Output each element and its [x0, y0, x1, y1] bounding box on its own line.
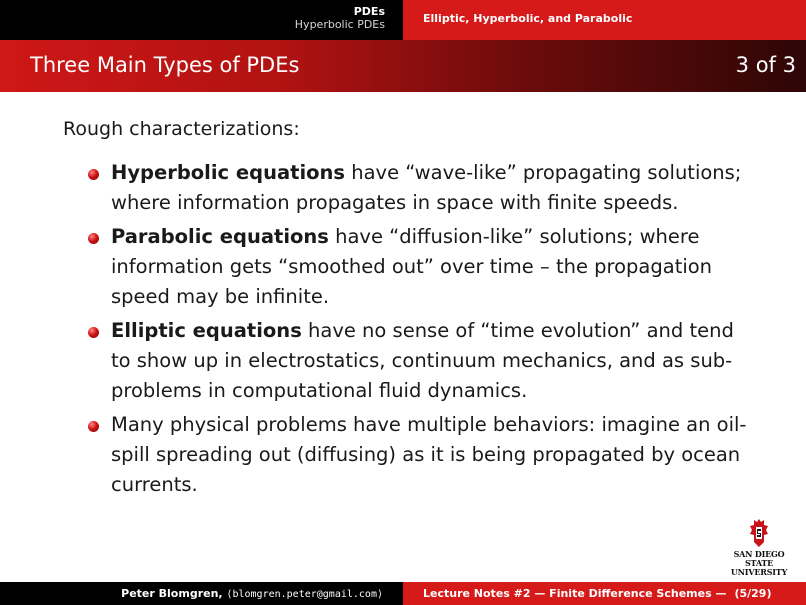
bullet-list: [88, 158, 748, 504]
footer-author: Peter Blomgren,: [121, 587, 223, 600]
list-item: [88, 158, 748, 218]
bullet-icon: [88, 327, 99, 338]
footer-lecture-title: Lecture Notes #2 — Finite Difference Schemes —: [423, 587, 727, 600]
logo-line-1: SAN DIEGO STATE: [733, 549, 785, 568]
bullet-icon: [88, 421, 99, 432]
list-item: [88, 410, 748, 500]
nav-current-topic[interactable]: Elliptic, Hyperbolic, and Parabolic: [423, 12, 633, 25]
item-text: have no sense of “time evolution” and tend to show up in electrostatics, continuum mechanics, and as sub-problems in computational fluid dynamics.: [111, 319, 734, 402]
footer-author-panel: [0, 582, 403, 605]
frame-title: Three Main Types of PDEs: [30, 53, 300, 77]
list-item: [88, 222, 748, 312]
item-text: have “diffusion-like” solutions; where information gets “smoothed out” over time – the propagation speed may be infinite.: [111, 225, 713, 308]
list-item: [88, 316, 748, 406]
nav-subsection-hyperbolic[interactable]: Hyperbolic PDEs: [294, 18, 385, 31]
sdsu-emblem-icon: [748, 518, 770, 548]
footer-bar: [0, 582, 806, 605]
footer-email: ⟨blomgren.peter@gmail.com⟩: [226, 589, 383, 600]
bullet-icon: [88, 233, 99, 244]
footer-lecture-panel: [403, 582, 806, 605]
nav-section-pdes[interactable]: PDEs: [353, 5, 385, 18]
frame-counter: 3 of 3: [735, 53, 796, 77]
footer-page-number: (5/29): [734, 587, 772, 600]
header-navigation: [0, 0, 806, 40]
header-topic-nav: [403, 0, 806, 40]
frame-title-bar: [0, 40, 806, 92]
item-term: Elliptic equations: [111, 319, 302, 342]
item-text: Many physical problems have multiple behaviors: imagine an oil-spill spreading out (diffusing) as it is being propagated by ocean currents.: [111, 413, 747, 496]
item-term: Hyperbolic equations: [111, 161, 346, 184]
bullet-icon: [88, 169, 99, 180]
lead-text: Rough characterizations:: [63, 118, 300, 140]
header-section-nav: [0, 0, 403, 40]
item-term: Parabolic equations: [111, 225, 329, 248]
university-logo: [722, 518, 796, 577]
logo-line-2: UNIVERSITY: [730, 567, 788, 577]
item-text: have “wave-like” propagating solutions; where information propagates in space with finite speeds.: [111, 161, 742, 214]
